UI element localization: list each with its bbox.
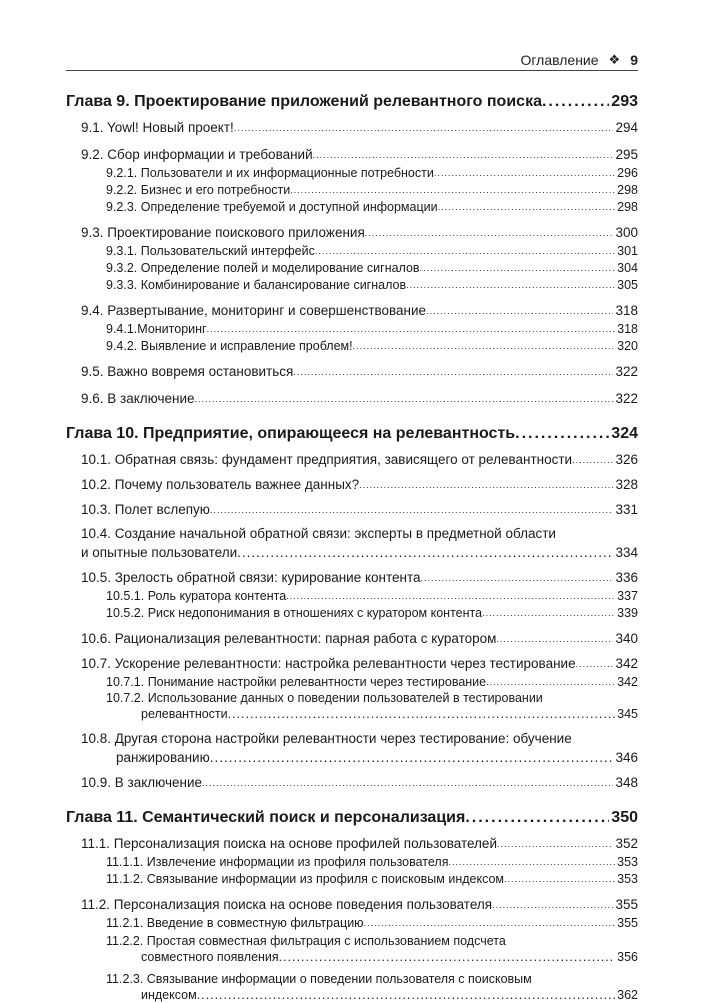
toc-entry-title: 9.2.1. Пользователи и их информационные потребности xyxy=(106,166,434,180)
toc-entry-title-line2: релевантности xyxy=(141,707,228,721)
leader-dots xyxy=(492,895,613,914)
toc-entry-title: Глава 11. Семантический поиск и персонализация xyxy=(66,809,466,826)
leader-dots xyxy=(465,808,609,828)
toc-entry-page: 322 xyxy=(615,391,638,406)
toc-entry[interactable] xyxy=(66,475,638,494)
leader-dots xyxy=(364,914,616,931)
toc-entry[interactable] xyxy=(66,730,638,767)
toc-entry-page: 355 xyxy=(617,916,638,930)
toc-entry-page: 346 xyxy=(615,750,638,765)
toc-entry-title: 9.3.2. Определение полей и моделирование сигналов xyxy=(106,261,420,275)
toc-entry-title: 10.7. Ускорение релевантности: настройка релевантности через тестирование xyxy=(81,656,576,671)
leader-dots xyxy=(237,544,613,562)
leader-dots xyxy=(353,337,616,354)
toc-chapter-9[interactable] xyxy=(66,92,638,112)
toc-entry-page: 298 xyxy=(617,183,638,197)
leader-dots xyxy=(286,587,615,604)
toc-entry-page: 352 xyxy=(615,836,638,851)
toc-entry[interactable] xyxy=(66,629,638,648)
toc-entry-title-line1: 11.2.3. Связывание информации о поведении пользователя с поисковым xyxy=(106,972,532,986)
toc-entry-page: 353 xyxy=(617,855,638,869)
leader-dots xyxy=(504,870,615,887)
toc-entry-title-line2: ранжированию xyxy=(116,750,210,765)
toc-entry-page: 334 xyxy=(615,545,638,560)
toc-entry-page: 342 xyxy=(615,656,638,671)
toc-entry-title-line2: индексом xyxy=(141,988,197,1002)
toc-chapter-10[interactable] xyxy=(66,424,638,444)
toc-entry-page: 301 xyxy=(617,244,638,258)
toc-entry-title: 11.2. Персонализация поиска на основе поведения пользователя xyxy=(81,897,493,912)
leader-dots xyxy=(486,673,615,690)
toc-entry[interactable] xyxy=(66,181,638,198)
toc-entry[interactable] xyxy=(66,834,638,853)
leader-dots xyxy=(313,145,614,164)
leader-dots xyxy=(207,320,616,337)
toc-entry[interactable] xyxy=(66,118,638,137)
leader-dots xyxy=(234,118,614,137)
toc-entry-title: 9.2. Сбор информации и требований xyxy=(81,147,313,162)
leader-dots xyxy=(197,987,615,1003)
toc-entry-title: 10.6. Рационализация релевантности: парная работа с куратором xyxy=(81,631,497,646)
toc-entry[interactable] xyxy=(66,500,638,519)
leader-dots xyxy=(421,568,614,587)
toc-entry-page: 294 xyxy=(615,120,638,135)
toc-entry-page: 353 xyxy=(617,872,638,886)
toc-entry-page: 337 xyxy=(617,589,638,603)
toc-entry[interactable] xyxy=(66,145,638,164)
toc-entry[interactable] xyxy=(66,389,638,408)
toc-entry-title: 10.3. Полет вслепую xyxy=(81,502,210,517)
toc-entry-page: 350 xyxy=(611,809,638,826)
leader-dots xyxy=(420,259,616,276)
toc-entry-title: 9.3.1. Пользовательский интерфейс xyxy=(106,244,315,258)
toc-entry[interactable] xyxy=(66,587,638,604)
leader-dots xyxy=(365,223,614,242)
toc-entry-title: 9.4.2. Выявление и исправление проблем! xyxy=(106,339,353,353)
leader-dots xyxy=(210,749,614,767)
leader-dots xyxy=(497,834,613,853)
leader-dots xyxy=(293,362,613,381)
toc-entry-page: 342 xyxy=(617,675,638,689)
toc-entry-page: 318 xyxy=(615,303,638,318)
leader-dots xyxy=(210,500,614,519)
toc-entry-title: 9.2.2. Бизнес и его потребности xyxy=(106,183,291,197)
leader-dots xyxy=(576,654,614,673)
toc-entry-page: 340 xyxy=(615,631,638,646)
toc-entry-page: 331 xyxy=(615,502,638,517)
toc-entry-page: 320 xyxy=(617,339,638,353)
toc-entry-page: 318 xyxy=(617,322,638,336)
toc-entry-page: 322 xyxy=(615,364,638,379)
toc-entry-title: 9.3. Проектирование поискового приложения xyxy=(81,225,365,240)
toc-entry[interactable] xyxy=(66,362,638,381)
toc-entry[interactable] xyxy=(66,654,638,673)
leader-dots xyxy=(359,475,613,494)
toc-entry[interactable] xyxy=(66,604,638,621)
toc-entry-title: 9.6. В заключение xyxy=(81,391,195,406)
header-divider xyxy=(66,70,638,71)
leader-dots xyxy=(202,773,613,792)
toc-entry[interactable] xyxy=(66,164,638,181)
toc-entry-title: 11.1.2. Связывание информации из профиля с поисковым индексом xyxy=(106,872,505,886)
page-number: 9 xyxy=(630,52,638,68)
toc-entry-page: 298 xyxy=(617,200,638,214)
toc-entry-title: 9.3.3. Комбинирование и балансирование сигналов xyxy=(106,278,407,292)
toc-entry[interactable] xyxy=(66,276,638,293)
leader-dots xyxy=(496,629,613,648)
toc-entry[interactable] xyxy=(66,568,638,587)
toc-entry[interactable] xyxy=(66,337,638,354)
toc-entry-page: 300 xyxy=(615,225,638,240)
toc-entry-title: 11.2.1. Введение в совместную фильтрацию xyxy=(106,916,364,930)
toc-entry[interactable] xyxy=(66,773,638,792)
toc-entry-title: 10.5.1. Роль куратора контента xyxy=(106,589,287,603)
toc-entry-page: 328 xyxy=(615,477,638,492)
toc-entry-page: 305 xyxy=(617,278,638,292)
leader-dots xyxy=(572,450,613,469)
toc-entry-title: 10.5.2. Риск недопонимания в отношениях с куратором контента xyxy=(106,606,483,620)
toc-entry-title: 10.2. Почему пользователь важнее данных? xyxy=(81,477,360,492)
toc-entry-page: 293 xyxy=(611,93,638,110)
toc-entry[interactable] xyxy=(66,853,638,870)
toc-entry-title: 10.7.1. Понимание настройки релевантности через тестирование xyxy=(106,675,487,689)
toc-entry[interactable] xyxy=(66,870,638,887)
toc-entry-page: 362 xyxy=(617,988,638,1002)
toc-entry-title-line2: совместного появления xyxy=(141,950,279,964)
toc-entry[interactable] xyxy=(66,525,638,562)
toc-entry-title: 11.1.1. Извлечение информации из профиля пользователя xyxy=(106,855,449,869)
toc-chapter-11[interactable] xyxy=(66,808,638,828)
toc-entry-title-line1: 10.4. Создание начальной обратной связи: эксперты в предметной области xyxy=(81,526,556,541)
chapter-gap xyxy=(66,408,638,424)
toc-entry[interactable] xyxy=(66,259,638,276)
toc-entry-page: 339 xyxy=(617,606,638,620)
toc-entry-title: 9.4. Развертывание, мониторинг и совершенствование xyxy=(81,303,427,318)
leader-dots xyxy=(448,853,615,870)
leader-dots xyxy=(434,164,615,181)
toc-entry-title: 10.1. Обратная связь: фундамент предприятия, зависящего от релевантности xyxy=(81,452,573,467)
toc-entry-page: 324 xyxy=(611,425,638,442)
chapter-gap xyxy=(66,792,638,808)
toc-entry-page: 336 xyxy=(615,570,638,585)
toc-entry-title: 9.5. Важно вовремя остановиться xyxy=(81,364,294,379)
toc-entry[interactable] xyxy=(66,673,638,690)
toc-entry-page: 304 xyxy=(617,261,638,275)
leader-dots xyxy=(542,92,609,112)
toc-entry-title-line1: 11.2.2. Простая совместная фильтрация с использованием подсчета xyxy=(106,934,506,948)
leader-dots xyxy=(315,242,615,259)
toc-entry-title: 9.1. Yowl! Новый проект! xyxy=(81,120,234,135)
toc-entry[interactable] xyxy=(66,914,638,931)
toc-entry-page: 356 xyxy=(617,950,638,964)
header-title: Оглавление xyxy=(520,52,599,68)
toc-entry-title: 10.9. В заключение xyxy=(81,775,203,790)
toc-entry-title: 9.4.1.Мониторинг xyxy=(106,322,207,336)
toc-entry[interactable] xyxy=(66,320,638,337)
toc-entry-page: 296 xyxy=(617,166,638,180)
toc-entry[interactable] xyxy=(66,690,638,722)
leader-dots xyxy=(195,389,614,408)
leader-dots xyxy=(438,198,616,215)
running-header xyxy=(66,50,638,70)
fleuron-icon: ❖ xyxy=(608,52,621,67)
toc-entry-page: 355 xyxy=(615,897,638,912)
leader-dots xyxy=(279,949,615,965)
toc-entry-title: 10.5. Зрелость обратной связи: курирование контента xyxy=(81,570,421,585)
toc-entry-title: Глава 9. Проектирование приложений релевантного поиска xyxy=(66,93,542,110)
toc-entry[interactable] xyxy=(66,242,638,259)
toc-entry-title-line2: и опытные пользователи xyxy=(81,545,238,560)
toc-entry-title-line1: 10.7.2. Использование данных о поведении пользователей в тестировании xyxy=(106,691,543,705)
toc-entry[interactable] xyxy=(66,450,638,469)
toc-entry[interactable] xyxy=(66,895,638,914)
toc-entry-title: 9.2.3. Определение требуемой и доступной информации xyxy=(106,200,438,214)
toc-entry-title: 11.1. Персонализация поиска на основе профилей пользователей xyxy=(81,836,497,851)
toc-entry[interactable] xyxy=(66,223,638,242)
leader-dots xyxy=(290,181,615,198)
toc-entry[interactable] xyxy=(66,301,638,320)
toc-entry-title-line1: 10.8. Другая сторона настройки релевантности через тестирование: обучение xyxy=(81,731,572,746)
leader-dots xyxy=(482,604,615,621)
toc-entry[interactable] xyxy=(66,971,638,1003)
toc-entry[interactable] xyxy=(66,933,638,965)
toc-entry-title: Глава 10. Предприятие, опирающееся на релевантность xyxy=(66,425,516,442)
leader-dots xyxy=(515,424,609,444)
table-of-contents xyxy=(66,92,638,1003)
toc-entry-page: 348 xyxy=(615,775,638,790)
leader-dots xyxy=(426,301,613,320)
toc-entry-page: 295 xyxy=(615,147,638,162)
toc-entry-page: 326 xyxy=(615,452,638,467)
toc-entry[interactable] xyxy=(66,198,638,215)
leader-dots xyxy=(406,276,615,293)
leader-dots xyxy=(228,706,616,722)
toc-entry-page: 345 xyxy=(617,707,638,721)
